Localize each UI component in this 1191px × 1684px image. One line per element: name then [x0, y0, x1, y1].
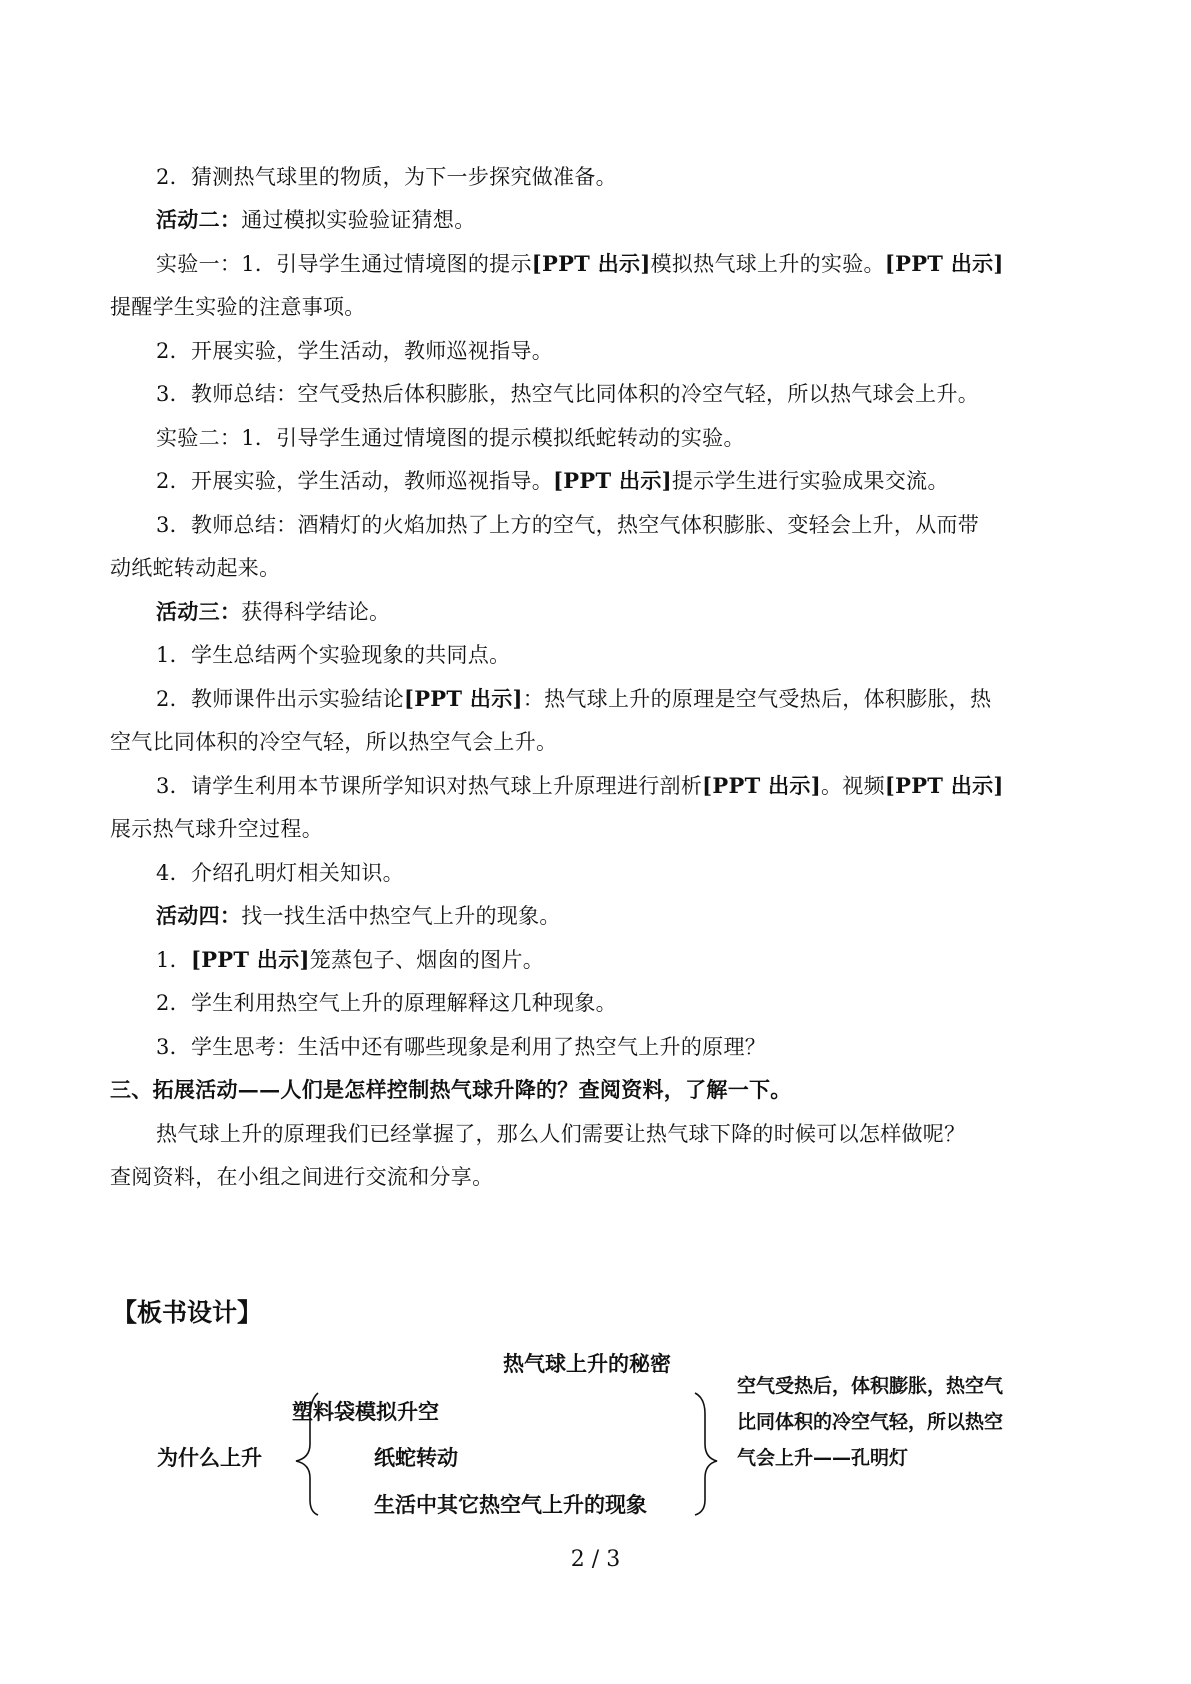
activity-label: 活动三： [156, 599, 242, 624]
page-number: 2 / 3 [570, 1547, 621, 1572]
board-item: 纸蛇转动 [374, 1446, 458, 1470]
activity-heading: 活动三：获得科学结论。 [156, 599, 391, 624]
text-line: 3．教师总结：酒精灯的火焰加热了上方的空气，热空气体积膨胀、变轻会上升，从而带 [156, 513, 980, 537]
ppt-tag: [PPT 出示] [403, 686, 523, 711]
board-conclusion-line: 比同体积的冷空气轻，所以热空 [737, 1411, 1004, 1433]
text-line: 查阅资料，在小组之间进行交流和分享。 [110, 1165, 494, 1189]
board-left-label: 为什么上升 [157, 1446, 262, 1470]
ppt-tag: [PPT 出示] [553, 468, 672, 493]
ppt-tag: [PPT 出示] [702, 773, 821, 798]
activity-heading: 活动二：通过模拟实验验证猜想。 [156, 207, 476, 232]
left-brace [296, 1393, 318, 1515]
text-line: 2．教师课件出示实验结论[PPT 出示]：热气球上升的原理是空气受热后，体积膨胀，热 [156, 686, 992, 711]
text-line: 2．猜测热气球里的物质，为下一步探究做准备。 [156, 165, 617, 189]
ppt-tag: [PPT 出示] [884, 251, 1004, 276]
text-line: 4．介绍孔明灯相关知识。 [156, 861, 404, 885]
text-line: 3．教师总结：空气受热后体积膨胀，热空气比同体积的冷空气轻，所以热气球会上升。 [156, 382, 980, 406]
text-line: 动纸蛇转动起来。 [110, 556, 281, 580]
text-line: 2．开展实验，学生活动，教师巡视指导。 [156, 339, 554, 363]
board-design-heading: 【板书设计】 [112, 1298, 263, 1327]
ppt-tag: [PPT 出示] [190, 947, 310, 972]
text-line: 3．学生思考：生活中还有哪些现象是利用了热空气上升的原理？ [156, 1035, 767, 1059]
text-line: 2．学生利用热空气上升的原理解释这几种现象。 [156, 991, 617, 1015]
right-brace [695, 1393, 717, 1515]
text-line: 实验一：1．引导学生通过情境图的提示[PPT 出示]模拟热气球上升的实验。[PPT 出示] [156, 251, 1004, 276]
board-conclusion-line: 空气受热后，体积膨胀，热空气 [737, 1375, 1004, 1397]
text-line: 2．开展实验，学生活动，教师巡视指导。[PPT 出示]提示学生进行实验成果交流。 [156, 468, 949, 493]
board-item: 生活中其它热空气上升的现象 [374, 1493, 647, 1517]
activity-label: 活动二： [156, 207, 242, 232]
text-line: 展示热气球升空过程。 [110, 817, 323, 841]
text-line: 1．[PPT 出示]笼蒸包子、烟囱的图片。 [156, 947, 545, 972]
activity-heading: 活动四：找一找生活中热空气上升的现象。 [156, 903, 561, 928]
text-line: 热气球上升的原理我们已经掌握了，那么人们需要让热气球下降的时候可以怎样做呢？ [156, 1122, 966, 1146]
board-conclusion-line: 气会上升——孔明灯 [737, 1447, 909, 1469]
ppt-tag: [PPT 出示] [884, 773, 1004, 798]
text-line: 空气比同体积的冷空气轻，所以热空气会上升。 [110, 730, 558, 754]
text-line: 实验二：1．引导学生通过情境图的提示模拟纸蛇转动的实验。 [156, 426, 745, 450]
text-line: 提醒学生实验的注意事项。 [110, 295, 366, 319]
board-item: 塑料袋模拟升空 [292, 1400, 439, 1424]
board-title: 热气球上升的秘密 [503, 1352, 671, 1376]
text-line: 1．学生总结两个实验现象的共同点。 [156, 643, 511, 667]
activity-label: 活动四： [156, 903, 242, 928]
text-line: 3．请学生利用本节课所学知识对热气球上升原理进行剖析[PPT 出示]。视频[PPT 出示] [156, 773, 1004, 798]
ppt-tag: [PPT 出示] [531, 251, 651, 276]
section-heading: 三、拓展活动——人们是怎样控制热气球升降的？查阅资料，了解一下。 [110, 1077, 792, 1102]
